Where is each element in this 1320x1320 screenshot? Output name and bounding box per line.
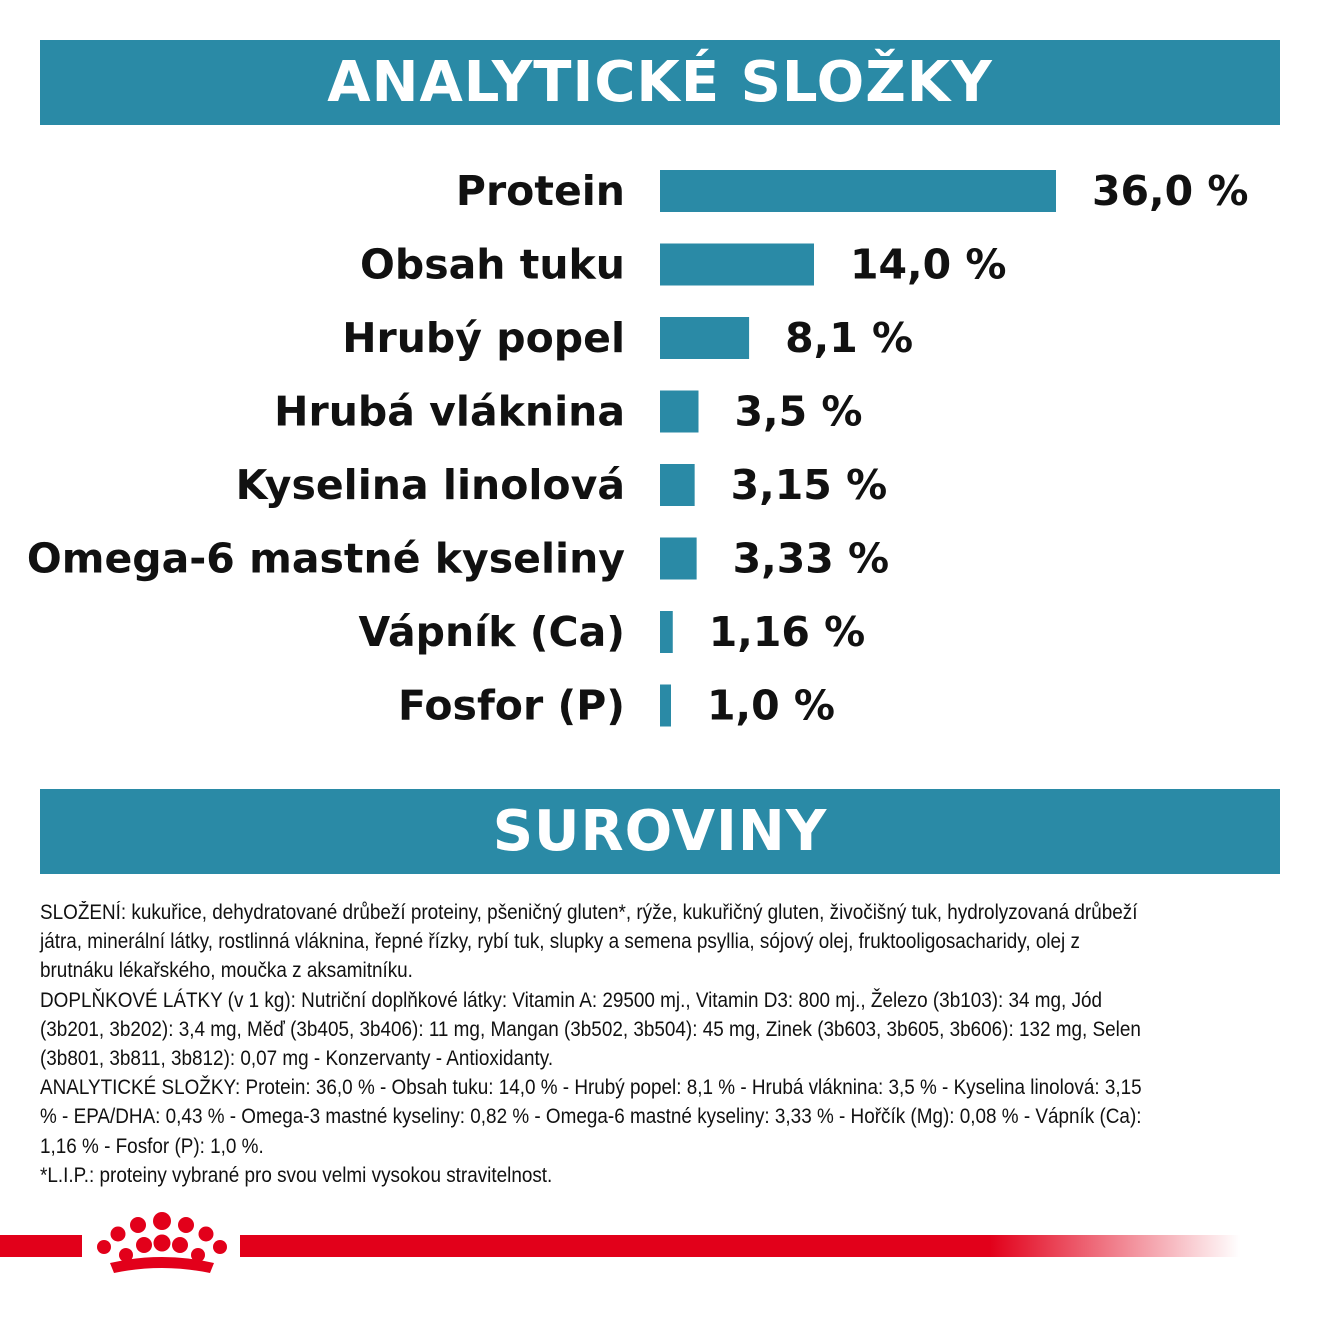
category-label: Fosfor (P) <box>398 681 625 730</box>
bar <box>660 391 699 433</box>
bar <box>660 244 814 286</box>
bar <box>660 170 1056 212</box>
category-label: Obsah tuku <box>360 240 625 289</box>
analytic-components-header <box>40 40 1280 125</box>
analytic-paragraph: ANALYTICKÉ SLOŽKY: Protein: 36,0 % - Obsah tuku: 14,0 % - Hrubý popel: 8,1 % - Hrubá vláknina: 3,5 % - Kyselina linolová: 3,15 % - EPA/DHA: 0,43 % - Omega-3 mastné kyseliny: 0,82 % - Omega-6 mastné kyseliny: 3,33 % - Hořčík (Mg): 0,08 % - Vápník (Ca): 1,16 % - Fosfor (P): 1,0 %. <box>40 1076 1142 1158</box>
value-label: 1,16 % <box>708 608 866 656</box>
footer-red-line-left <box>0 1235 82 1257</box>
bar <box>660 464 695 506</box>
bar <box>660 611 673 653</box>
composition-paragraph: SLOŽENÍ: kukuřice, dehydratované drůbeží proteiny, pšeničný gluten*, rýže, kukuřičný gluten, živočišný tuk, hydrolyzovaná drůbeží játra, minerální látky, rostlinná vláknina, řepné řízky, rybí tuk, slupky a semena psyllia, sójový olej, fruktooligosacharidy, olej z brutnáku lékařského, moučka z aksamitníku. <box>40 901 1138 983</box>
value-label: 8,1 % <box>785 314 914 362</box>
category-label: Omega-6 mastné kyseliny <box>26 534 625 583</box>
category-label: Kyselina linolová <box>235 461 625 509</box>
category-label: Hrubá vláknina <box>274 387 625 436</box>
footer-red-line-right <box>240 1235 1240 1257</box>
value-label: 3,15 % <box>730 461 888 509</box>
lip-footnote: *L.I.P.: proteiny vybrané pro svou velmi vysokou stravitelnost. <box>40 1163 553 1187</box>
ingredients-title: SUROVINY <box>492 799 828 864</box>
value-label: 36,0 % <box>1092 167 1249 215</box>
bar <box>660 538 697 580</box>
value-label: 14,0 % <box>850 240 1007 289</box>
analytic-components-title: ANALYTICKÉ SLOŽKY <box>327 50 993 115</box>
category-label: Vápník (Ca) <box>358 608 625 656</box>
category-label: Protein <box>455 167 625 215</box>
value-label: 3,5 % <box>734 387 863 436</box>
ingredients-header <box>40 789 1280 874</box>
value-label: 3,33 % <box>732 534 890 583</box>
value-label: 1,0 % <box>707 681 835 730</box>
analytic-bar-chart <box>0 150 1320 750</box>
category-label: Hrubý popel <box>342 314 625 362</box>
additives-paragraph: DOPLŇKOVÉ LÁTKY (v 1 kg): Nutriční doplňkové látky: Vitamin A: 29500 mj., Vitamin D3: 800 mj., Železo (3b103): 34 mg, Jód (3b201, 3b202): 3,4 mg, Měď (3b405, 3b406): 11 mg, Mangan (3b502, 3b504): 45 mg, Zinek (3b603, 3b605, 3b606): 132 mg, Selen (3b801, 3b811, 3b812): 0,07 mg - Konzervanty - Antioxidanty. <box>40 988 1141 1071</box>
royal-canin-crown-icon <box>92 1207 232 1282</box>
bar <box>660 685 671 727</box>
bar <box>660 317 749 359</box>
composition-text <box>40 898 1156 1190</box>
